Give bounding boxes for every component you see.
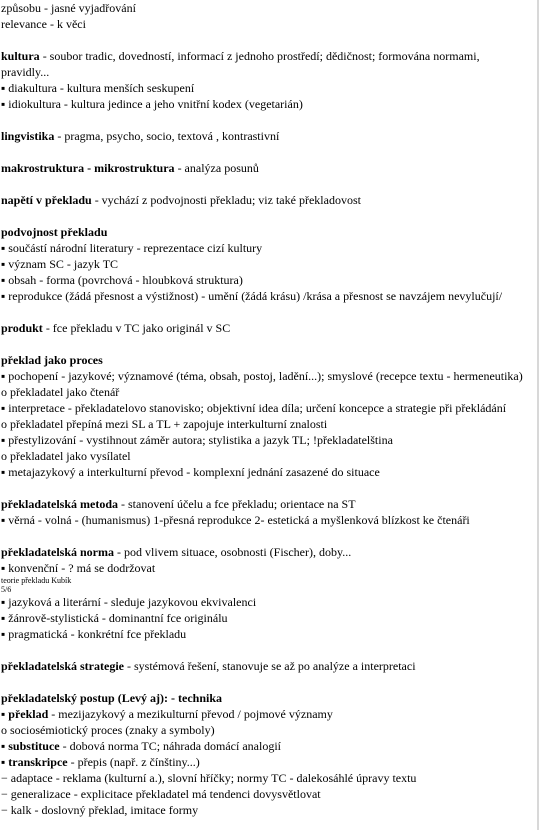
- bullet-marker: ▪: [1, 369, 6, 383]
- line-text: - stanovení účelu a fce překladu; orientace na ST: [118, 497, 356, 511]
- bullet-marker: ▪: [1, 97, 6, 111]
- line-text: pragmatická - konkrétní fce překladu: [5, 627, 187, 641]
- text-line: [1, 464, 529, 480]
- text-line: [1, 432, 529, 448]
- line-text: - soubor tradic, dovedností, informací z jednoho prostředí; dědičnost; formována normami, pravidly...: [1, 49, 480, 79]
- term-heading: překladatelská metoda: [1, 497, 118, 511]
- term-heading: substituce: [5, 739, 60, 753]
- text-line: [1, 496, 529, 512]
- line-text: - pragma, psycho, socio, textová , kontrastivní: [54, 129, 280, 143]
- blank-line: [1, 642, 529, 658]
- bullet-marker: ▪: [1, 433, 6, 447]
- text-line: [1, 594, 529, 610]
- text-line: [1, 754, 529, 770]
- text-line: [1, 802, 529, 818]
- text-line: [1, 706, 529, 722]
- line-text: kalk - doslovný překlad, imitace formy: [7, 803, 199, 817]
- line-text: teorie překladu Kubík: [1, 576, 72, 585]
- text-line: [1, 384, 529, 400]
- line-text: - vychází z podvojnosti překladu; viz také překladovost: [91, 193, 361, 207]
- line-text: věrná - volná - (humanismus) 1-přesná reprodukce 2- estetická a myšlenková blízkost ke čtenáři: [5, 513, 470, 527]
- text-line: [1, 658, 529, 674]
- bullet-marker: ▪: [1, 465, 6, 479]
- text-line: [1, 128, 529, 144]
- bullet-marker: ▪: [1, 627, 6, 641]
- line-text: idiokultura - kultura jedince a jeho vnitřní kodex (vegetarián): [5, 97, 303, 111]
- line-text: relevance - k věci: [1, 17, 86, 31]
- line-text: - analýza posunů: [174, 161, 259, 175]
- term-heading: lingvistika: [1, 129, 55, 143]
- line-text: - pod vlivem situace, osobnosti (Fischer), doby...: [114, 545, 352, 559]
- term-heading: transkripce: [5, 755, 68, 769]
- term-heading: překlad jako proces: [1, 353, 103, 367]
- line-text: o sociosémiotický proces (znaky a symboly): [1, 723, 215, 737]
- line-text: jazyková a literární - sleduje jazykovou ekvivalenci: [5, 595, 257, 609]
- bullet-marker: ▪: [1, 611, 6, 625]
- line-text: - přepis (např. z čínštiny...): [67, 755, 200, 769]
- bullet-marker: ▪: [1, 289, 6, 303]
- line-text: diakultura - kultura menších seskupení: [5, 81, 195, 95]
- text-line: [1, 256, 529, 272]
- text-line: [1, 240, 529, 256]
- term-heading: překladatelská norma: [1, 545, 115, 559]
- term-heading: překladatelský postup (Levý aj): - technika: [1, 691, 223, 705]
- line-text: - dobová norma TC; náhrada domácí analogií: [59, 739, 281, 753]
- text-line: [1, 320, 529, 336]
- line-text: o překladatel jako čtenář: [1, 385, 120, 399]
- bullet-marker: ▪: [1, 81, 6, 95]
- bullet-marker: ▪: [1, 755, 6, 769]
- blank-line: [1, 112, 529, 128]
- text-line: [1, 368, 529, 384]
- line-text: přestylizování - vystihnout záměr autora; stylistika a jazyk TL; !překladatelština: [5, 433, 393, 447]
- line-text: generalizace - explicitace překladatel má tendenci dovysvětlovat: [7, 787, 321, 801]
- text-line: [1, 288, 529, 304]
- bullet-marker: ▪: [1, 273, 6, 287]
- line-text: žánrově-stylistická - dominantní fce originálu: [5, 611, 228, 625]
- blank-line: [1, 528, 529, 544]
- line-text: konvenční - ? má se dodržovat: [5, 561, 156, 575]
- bullet-marker: ▪: [1, 241, 6, 255]
- text-line: [1, 0, 529, 16]
- text-line: [1, 416, 529, 432]
- line-text: reprodukce (žádá přesnost a výstižnost) - umění (žádá krásu) /krása a přesnost se navzájem nevylučují/: [5, 289, 503, 303]
- text-line: [1, 738, 529, 754]
- blank-line: [1, 674, 529, 690]
- line-text: způsobu - jasné vyjadřování: [1, 1, 136, 15]
- blank-line: [1, 336, 529, 352]
- line-text: interpretace - překladatelovo stanovisko; objektivní idea díla; určení koncepce a strategie při překládání: [5, 401, 507, 415]
- line-text: o překladatel jako vysílatel: [1, 449, 131, 463]
- bullet-marker: ▪: [1, 513, 6, 527]
- text-line: [1, 544, 529, 560]
- line-text: - mezijazykový a mezikulturní převod / pojmové významy: [48, 707, 333, 721]
- text-line: [1, 786, 529, 802]
- text-line: [1, 272, 529, 288]
- text-line: [1, 560, 529, 576]
- line-text: o překladatel přepíná mezi SL a TL + zapojuje interkulturní znalosti: [1, 417, 328, 431]
- term-heading: makrostruktura - mikrostruktura: [1, 161, 175, 175]
- blank-line: [1, 480, 529, 496]
- text-line: [1, 48, 529, 80]
- line-text: pochopení - jazykové; významové (téma, obsah, postoj, ladění...); smyslové (recepce textu - hermeneutika): [5, 369, 523, 383]
- bullet-marker: ▪: [1, 257, 6, 271]
- text-line: [1, 224, 529, 240]
- text-line: [1, 722, 529, 738]
- text-line: [1, 400, 529, 416]
- term-heading: produkt: [1, 321, 43, 335]
- line-text: součástí národní literatury - reprezentace cizí kultury: [5, 241, 263, 255]
- term-heading: napětí v překladu: [1, 193, 92, 207]
- line-text: adaptace - reklama (kulturní a.), slovní hříčky; normy TC - dalekosáhlé úpravy textu: [7, 771, 417, 785]
- line-text: - systémová řešení, stanovuje se až po analýze a interpretaci: [123, 659, 416, 673]
- bullet-marker: ▪: [1, 707, 6, 721]
- text-line: [1, 352, 529, 368]
- line-text: význam SC - jazyk TC: [5, 257, 119, 271]
- blank-line: [1, 32, 529, 48]
- bullet-marker: ▪: [1, 595, 6, 609]
- blank-line: [1, 304, 529, 320]
- term-heading: podvojnost překladu: [1, 225, 108, 239]
- text-line: [1, 770, 529, 786]
- bullet-marker: ▪: [1, 561, 6, 575]
- line-text: obsah - forma (povrchová - hloubková struktura): [5, 273, 243, 287]
- blank-line: [1, 208, 529, 224]
- text-line: [1, 610, 529, 626]
- bullet-marker: −: [1, 787, 8, 801]
- blank-line: [1, 176, 529, 192]
- term-heading: překlad: [5, 707, 49, 721]
- line-text: 5/6: [1, 585, 12, 594]
- text-line: [1, 448, 529, 464]
- bullet-marker: ▪: [1, 739, 6, 753]
- text-line: [1, 16, 529, 32]
- line-text: metajazykový a interkulturní převod - komplexní jednání zasazené do situace: [5, 465, 380, 479]
- bullet-marker: ▪: [1, 401, 6, 415]
- text-line: [1, 160, 529, 176]
- line-text: - fce překladu v TC jako originál v SC: [42, 321, 231, 335]
- text-line: [1, 585, 529, 594]
- bullet-marker: −: [1, 771, 8, 785]
- text-line: [1, 80, 529, 96]
- text-line: [1, 690, 529, 706]
- text-line: [1, 192, 529, 208]
- bullet-marker: −: [1, 803, 8, 817]
- term-heading: kultura: [1, 49, 40, 63]
- blank-line: [1, 144, 529, 160]
- text-line: [1, 626, 529, 642]
- text-line: [1, 96, 529, 112]
- text-line: [1, 576, 529, 585]
- term-heading: překladatelská strategie: [1, 659, 124, 673]
- text-line: [1, 512, 529, 528]
